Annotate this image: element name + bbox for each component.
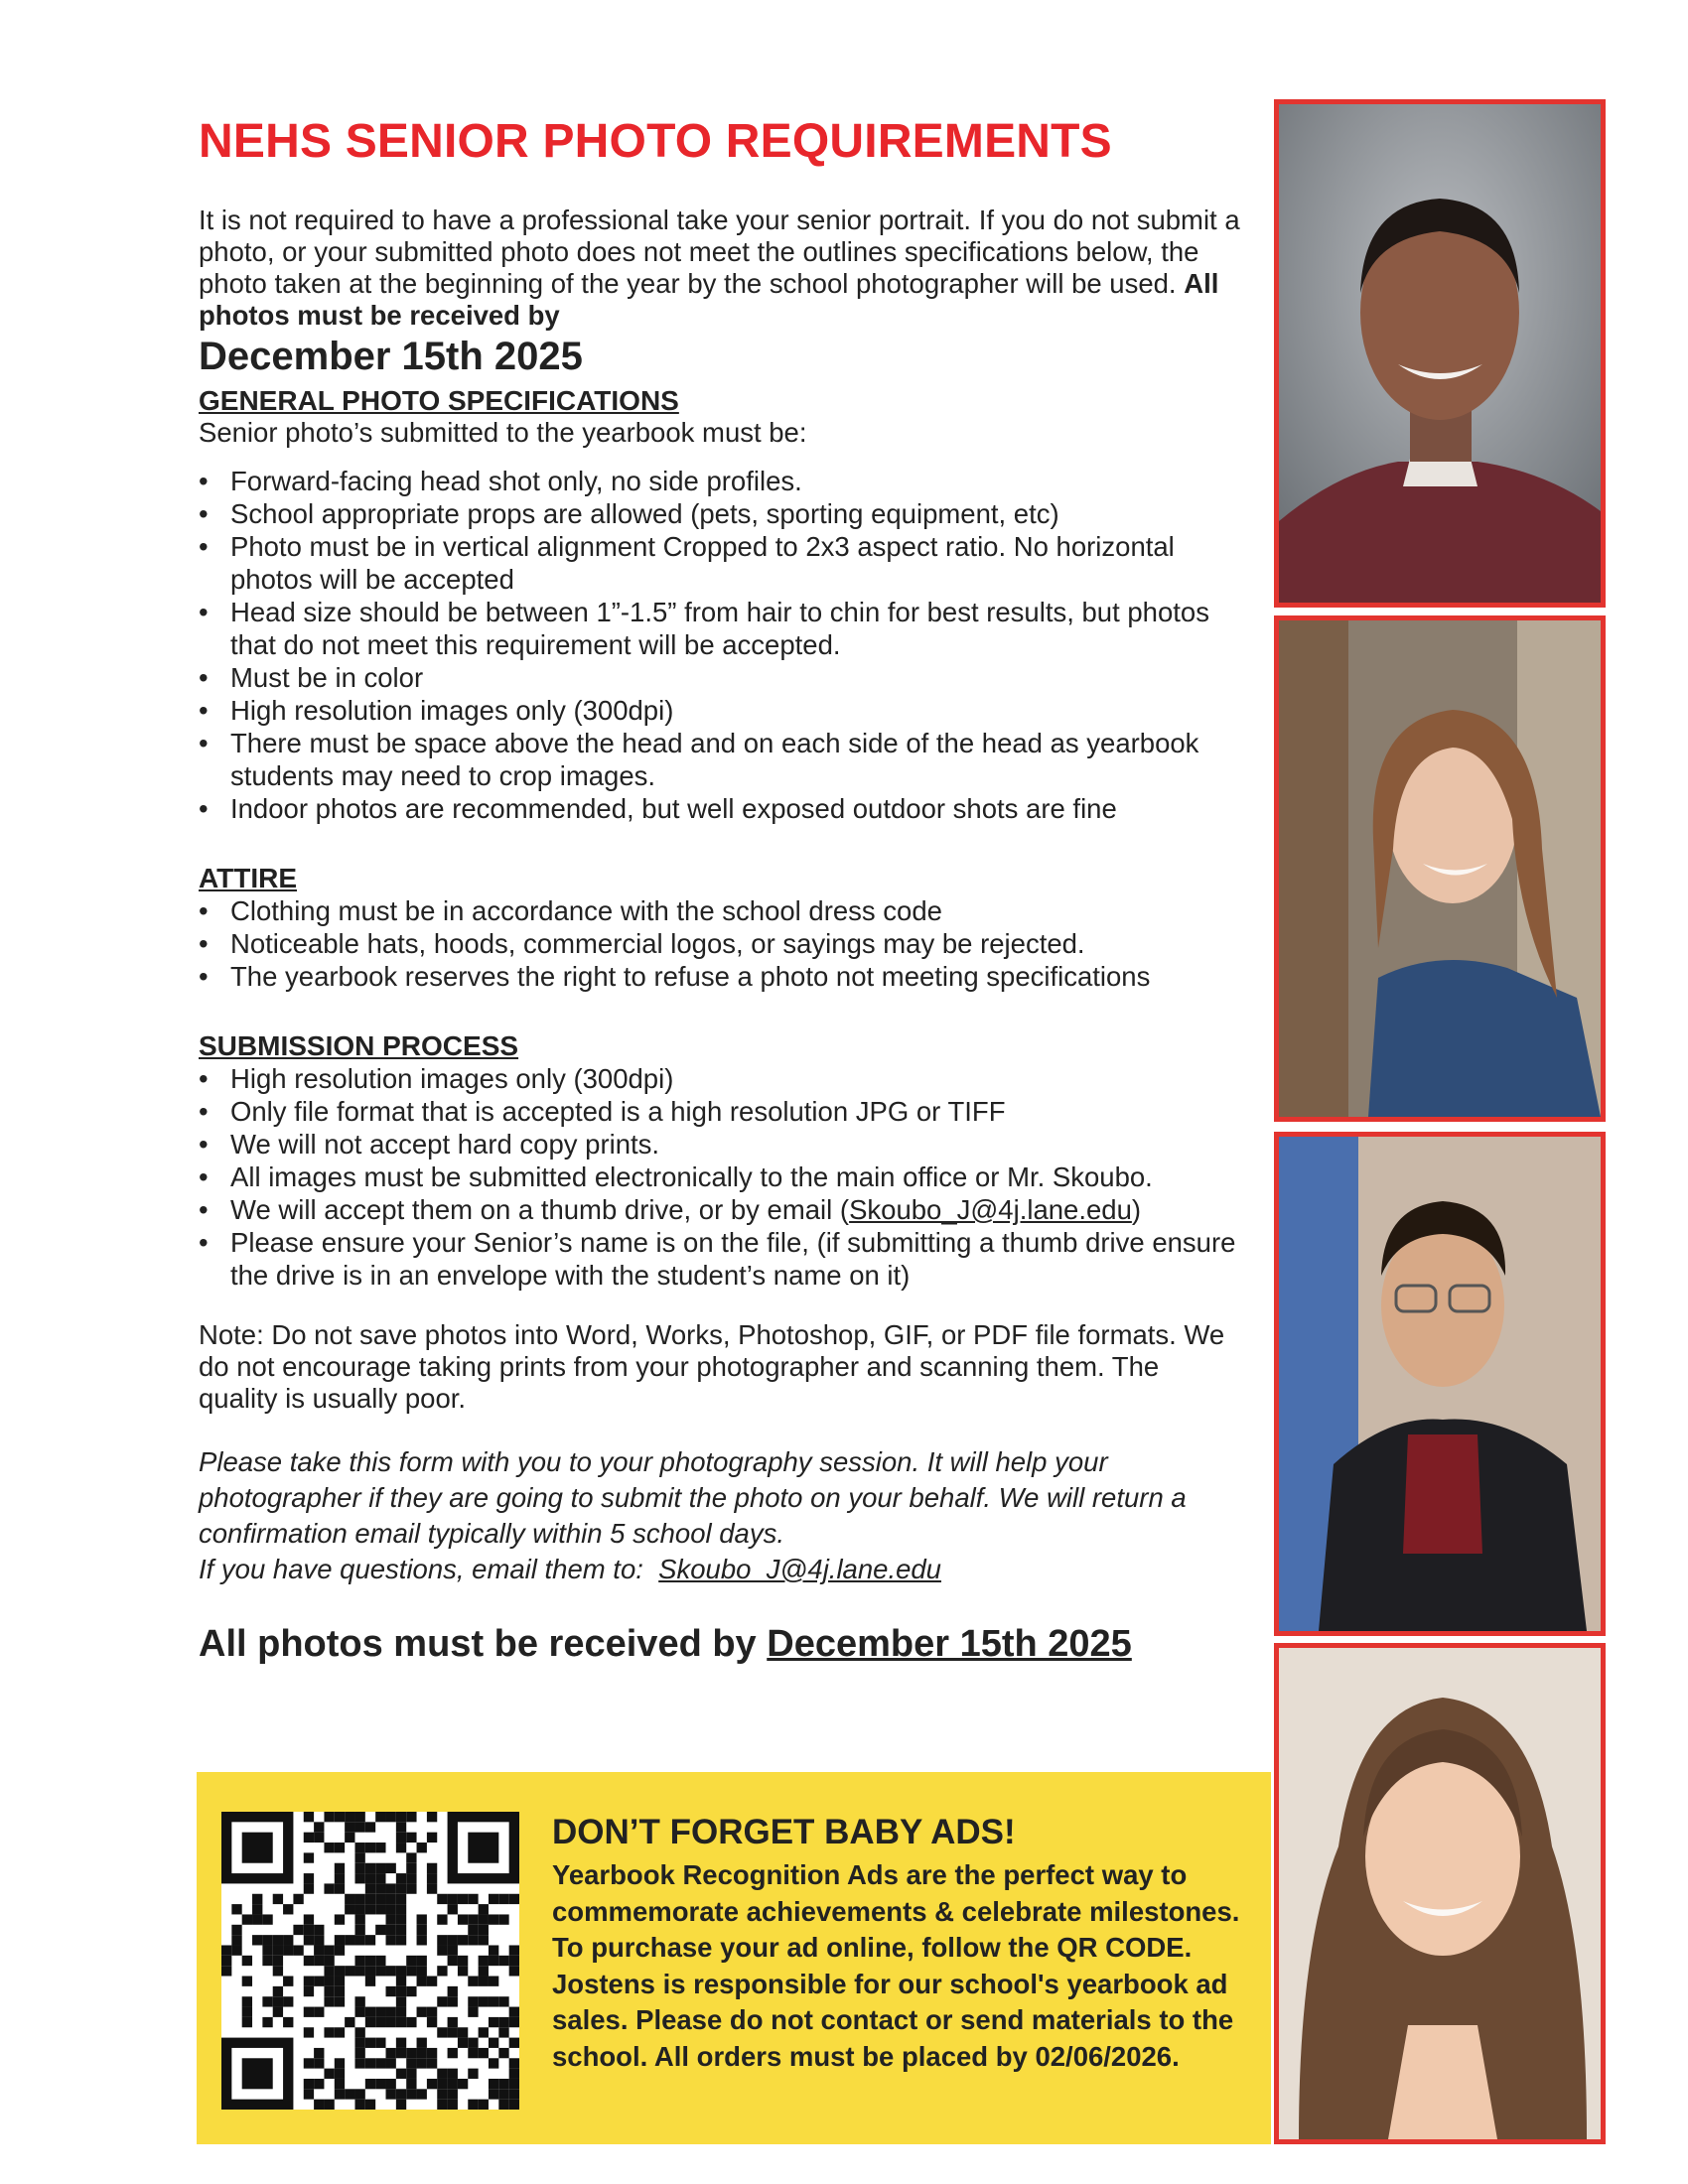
email-item-text: We will accept them on a thumb drive, or by email ( — [230, 1194, 850, 1225]
contact-email-link[interactable]: Skoubo_J@4j.lane.edu — [658, 1554, 941, 1584]
portrait-photo-2 — [1274, 615, 1606, 1122]
portrait-photo-4 — [1274, 1643, 1606, 2144]
list-item: • Forward-facing head shot only, no side profiles. — [199, 465, 1241, 497]
intro-paragraph — [199, 205, 1241, 332]
list-item: • School appropriate props are allowed (pets, sporting equipment, etc) — [199, 497, 1241, 530]
list-item: • Indoor photos are recommended, but well exposed outdoor shots are fine — [199, 792, 1241, 825]
page-title: NEHS SENIOR PHOTO REQUIREMENTS — [199, 115, 1112, 168]
ad-body: Yearbook Recognition Ads are the perfect way to commemorate achievements & celebrate milestones. To purchase your ad online, follow the QR CODE. Jostens is responsible for our school's yearbook ad sales. Please do not contact or send materials to the school. All orders must be placed by 02/06/2026. — [552, 1859, 1240, 2072]
general-heading: GENERAL PHOTO SPECIFICATIONS — [199, 385, 679, 416]
attire-heading: ATTIRE — [199, 863, 298, 893]
final-text: All photos must be received by — [199, 1623, 757, 1665]
list-item: • Noticeable hats, hoods, commercial logos, or sayings may be rejected. — [199, 927, 1241, 960]
email-item-close: ) — [1131, 1194, 1142, 1225]
list-item: • Must be in color — [199, 661, 1241, 694]
submission-heading: SUBMISSION PROCESS — [199, 1030, 519, 1061]
ad-text — [552, 1812, 1247, 2075]
portrait-photo-3 — [1274, 1132, 1606, 1636]
note-paragraph: Note: Do not save photos into Word, Works, Photoshop, GIF, or PDF file formats. We do not encourage taking prints from your photographer and scanning them. The quality is usually poor. — [199, 1319, 1225, 1414]
final-date: December 15th 2025 — [767, 1623, 1132, 1665]
main-content — [199, 114, 1241, 1667]
intro-bold: All photos must be received by — [199, 268, 1219, 331]
list-item: • Please ensure your Senior’s name is on the file, (if submitting a thumb drive ensure the drive is in an envelope with the student’s name on it) — [199, 1226, 1241, 1292]
submission-email-link[interactable]: Skoubo_J@4j.lane.edu — [849, 1194, 1132, 1225]
list-item: • We will not accept hard copy prints. — [199, 1128, 1241, 1160]
list-item: • Only file format that is accepted is a high resolution JPG or TIFF — [199, 1095, 1241, 1128]
list-item: • High resolution images only (300dpi) — [199, 1062, 1241, 1095]
portrait-photo-1 — [1274, 99, 1606, 608]
baby-ads-box — [197, 1772, 1271, 2144]
italic-question: If you have questions, email them to: — [199, 1554, 643, 1584]
list-item: • The yearbook reserves the right to refuse a photo not meeting specifications — [199, 960, 1241, 993]
general-list — [199, 465, 1241, 825]
italic-text: Please take this form with you to your photography session. It will help your photographer if they are going to submit the photo on your behalf. We will return a confirmation email typically within 5 school days. — [199, 1446, 1187, 1549]
deadline-date: December 15th 2025 — [199, 335, 583, 378]
qr-code-graphic — [221, 1812, 519, 2110]
attire-list — [199, 894, 1241, 993]
italic-paragraph — [199, 1444, 1241, 1587]
list-item: • Photo must be in vertical alignment Cropped to 2x3 aspect ratio. No horizontal photos will be accepted — [199, 530, 1241, 596]
list-item: • Clothing must be in accordance with the school dress code — [199, 894, 1241, 927]
list-item: • High resolution images only (300dpi) — [199, 694, 1241, 727]
general-lead: Senior photo’s submitted to the yearbook must be: — [199, 417, 807, 448]
submission-list — [199, 1062, 1241, 1292]
list-item-email — [199, 1193, 1241, 1226]
qr-code[interactable] — [221, 1812, 519, 2110]
list-item: • Head size should be between 1”-1.5” from hair to chin for best results, but photos that do not meet this requirement will be accepted. — [199, 596, 1241, 661]
list-item: • There must be space above the head and on each side of the head as yearbook students may need to crop images. — [199, 727, 1241, 792]
list-item: • All images must be submitted electronically to the main office or Mr. Skoubo. — [199, 1160, 1241, 1193]
final-deadline — [199, 1621, 1241, 1667]
ad-title: DON’T FORGET BABY ADS! — [552, 1813, 1016, 1851]
intro-text: It is not required to have a professional take your senior portrait. If you do not submit a photo, or your submitted photo does not meet the outlines specifications below, the photo taken at the beginning of the year by the school photographer will be used. — [199, 205, 1240, 299]
